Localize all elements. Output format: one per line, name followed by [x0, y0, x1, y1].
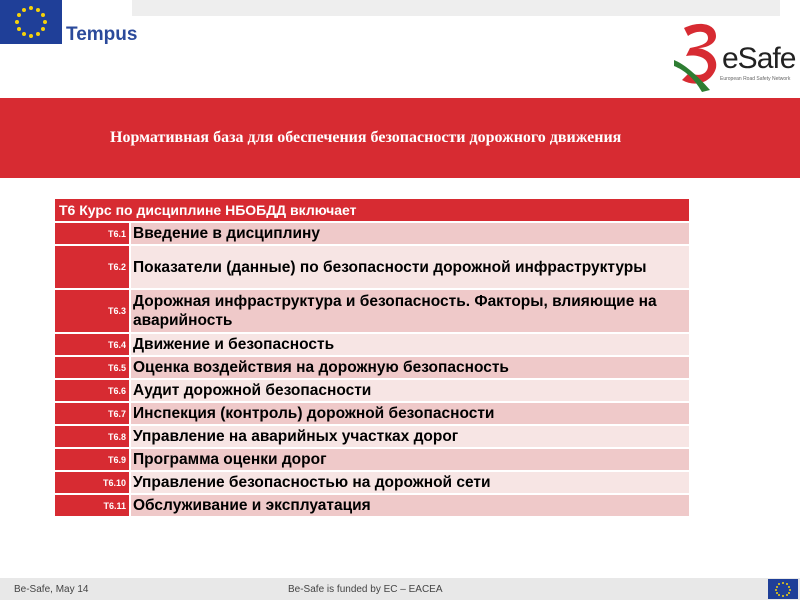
esafe-logo-subtitle: European Road Safety Network: [720, 76, 791, 82]
table-row: [55, 403, 689, 424]
table-row: [55, 223, 689, 244]
eu-flag-icon: [0, 0, 62, 44]
row-code: T6.8: [55, 426, 129, 447]
row-code: T6.5: [55, 357, 129, 378]
footer-funding: Be-Safe is funded by EC – EACEA: [288, 584, 443, 595]
table-row: [55, 495, 689, 516]
row-code: T6.2: [55, 246, 129, 288]
footer-date: Be-Safe, May 14: [14, 584, 89, 595]
row-code: T6.9: [55, 449, 129, 470]
row-code: T6.6: [55, 380, 129, 401]
row-label: Движение и безопасность: [131, 334, 689, 355]
row-label: Обслуживание и эксплуатация: [131, 495, 689, 516]
course-table: [55, 199, 689, 518]
row-label: Оценка воздействия на дорожную безопасность: [131, 357, 689, 378]
row-code: T6.11: [55, 495, 129, 516]
row-label: Программа оценки дорог: [131, 449, 689, 470]
table-row: [55, 357, 689, 378]
table-row: [55, 472, 689, 493]
table-row: [55, 426, 689, 447]
esafe-logo-text: eSafe: [722, 42, 796, 75]
table-row: [55, 246, 689, 288]
row-label: Аудит дорожной безопасности: [131, 380, 689, 401]
table-row: [55, 290, 689, 332]
page-title: Нормативная база для обеспечения безопасности дорожного движения: [110, 129, 622, 146]
row-code: T6.4: [55, 334, 129, 355]
tempus-logo-text: Tempus: [66, 24, 138, 45]
table-header: Т6 Курс по дисциплине НБОБДД включает: [55, 199, 689, 221]
table-row: [55, 449, 689, 470]
eu-flag-icon: [768, 579, 798, 599]
row-label: Введение в дисциплину: [131, 223, 689, 244]
row-label: Управление на аварийных участках дорог: [131, 426, 689, 447]
row-label: Управление безопасностью на дорожной сети: [131, 472, 689, 493]
table-row: [55, 334, 689, 355]
row-label: Показатели (данные) по безопасности дорожной инфраструктуры: [131, 246, 689, 288]
row-code: T6.7: [55, 403, 129, 424]
top-strip: [132, 0, 780, 16]
row-label: Дорожная инфраструктура и безопасность. Факторы, влияющие на аварийность: [131, 290, 689, 332]
row-code: T6.3: [55, 290, 129, 332]
table-row: [55, 380, 689, 401]
row-code: T6.10: [55, 472, 129, 493]
row-code: T6.1: [55, 223, 129, 244]
row-label: Инспекция (контроль) дорожной безопасности: [131, 403, 689, 424]
